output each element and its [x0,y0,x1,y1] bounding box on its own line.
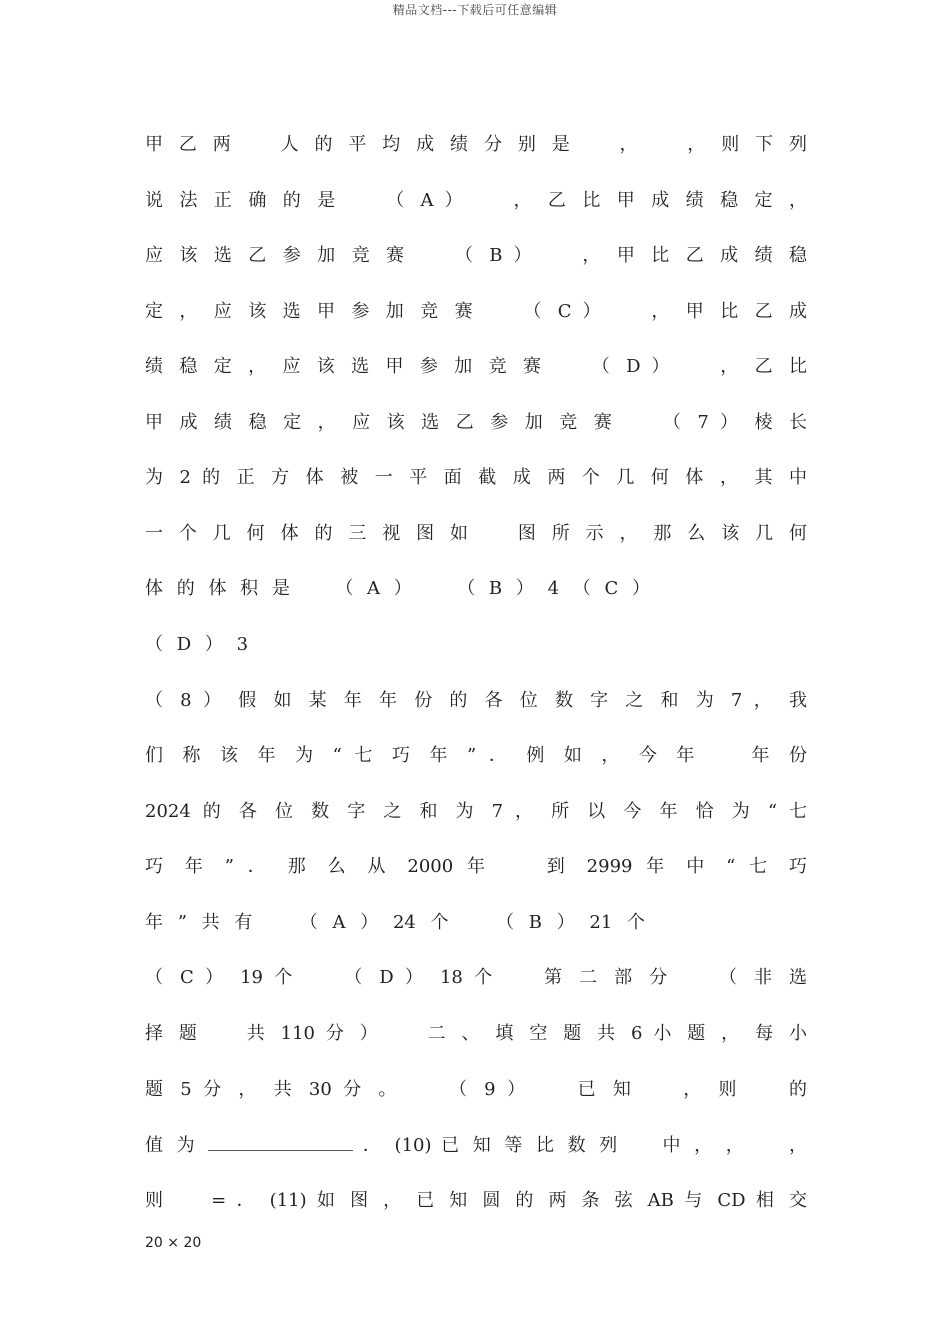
text-line-20: 则 = ． (11) 如 图 ， 已 知 圆 的 两 条 弦 AB 与 CD 相 交 [145,1190,807,1211]
line-19-tail: ． (10) 已 知 等 比 数 列 中 ， ， ， [353,1135,807,1156]
text-line-4: 定 ， 应 该 选 甲 参 加 竞 赛 （ C ） ， 甲 比 乙 成 [145,301,807,322]
page-footer: 20 × 20 [145,1235,202,1251]
answer-blank [208,1132,353,1151]
text-line-5: 绩 稳 定 ， 应 该 选 甲 参 加 竞 赛 （ D ） ， 乙 比 [145,356,807,377]
text-line-3: 应 该 选 乙 参 加 竞 赛 （ B ） ， 甲 比 乙 成 绩 稳 [145,245,807,266]
text-line-2: 说 法 正 确 的 是 （ A ） ， 乙 比 甲 成 绩 稳 定 ， [145,190,807,211]
text-line-12: 们 称 该 年 为 “ 七 巧 年 ” ． 例 如 ， 今 年 年 份 [145,745,807,766]
text-line-11: （ 8 ） 假 如 某 年 年 份 的 各 位 数 字 之 和 为 7 ， 我 [145,690,807,711]
text-line-14: 巧 年 ” ． 那 么 从 2000 年 到 2999 年 中 “ 七 巧 [145,856,807,877]
text-line-15: 年 ” 共 有 （ A ） 24 个 （ B ） 21 个 [145,912,646,933]
text-line-9: 体 的 体 积 是 （ A ） （ B ） 4 （ C ） [145,578,650,599]
text-line-16: （ C ） 19 个 （ D ） 18 个 第 二 部 分 （ 非 选 [145,967,807,988]
text-line-6: 甲 成 绩 稳 定 ， 应 该 选 乙 参 加 竞 赛 （ 7 ） 棱 长 [145,412,807,433]
text-line-13: 2024 的 各 位 数 字 之 和 为 7 ， 所 以 今 年 恰 为 “ 七 [145,801,807,822]
text-line-10: （ D ） 3 [145,634,249,655]
text-line-7: 为 2 的 正 方 体 被 一 平 面 截 成 两 个 几 何 体 ， 其 中 [145,467,807,488]
line-19-lead: 值 为 [145,1135,209,1156]
text-line-1: 甲 乙 两 人 的 平 均 成 绩 分 别 是 ， ， 则 下 列 [145,134,807,155]
text-line-19 [145,1132,807,1158]
text-line-18: 题 5 分 ， 共 30 分 。 （ 9 ） 已 知 ， 则 的 [145,1079,807,1100]
text-line-8: 一 个 几 何 体 的 三 视 图 如 图 所 示 ， 那 么 该 几 何 [145,523,807,544]
text-line-17: 择 题 共 110 分 ） 二 、 填 空 题 共 6 小 题 ， 每 小 [145,1023,807,1044]
document-header: 精品文档---下载后可任意编辑 [392,3,558,17]
